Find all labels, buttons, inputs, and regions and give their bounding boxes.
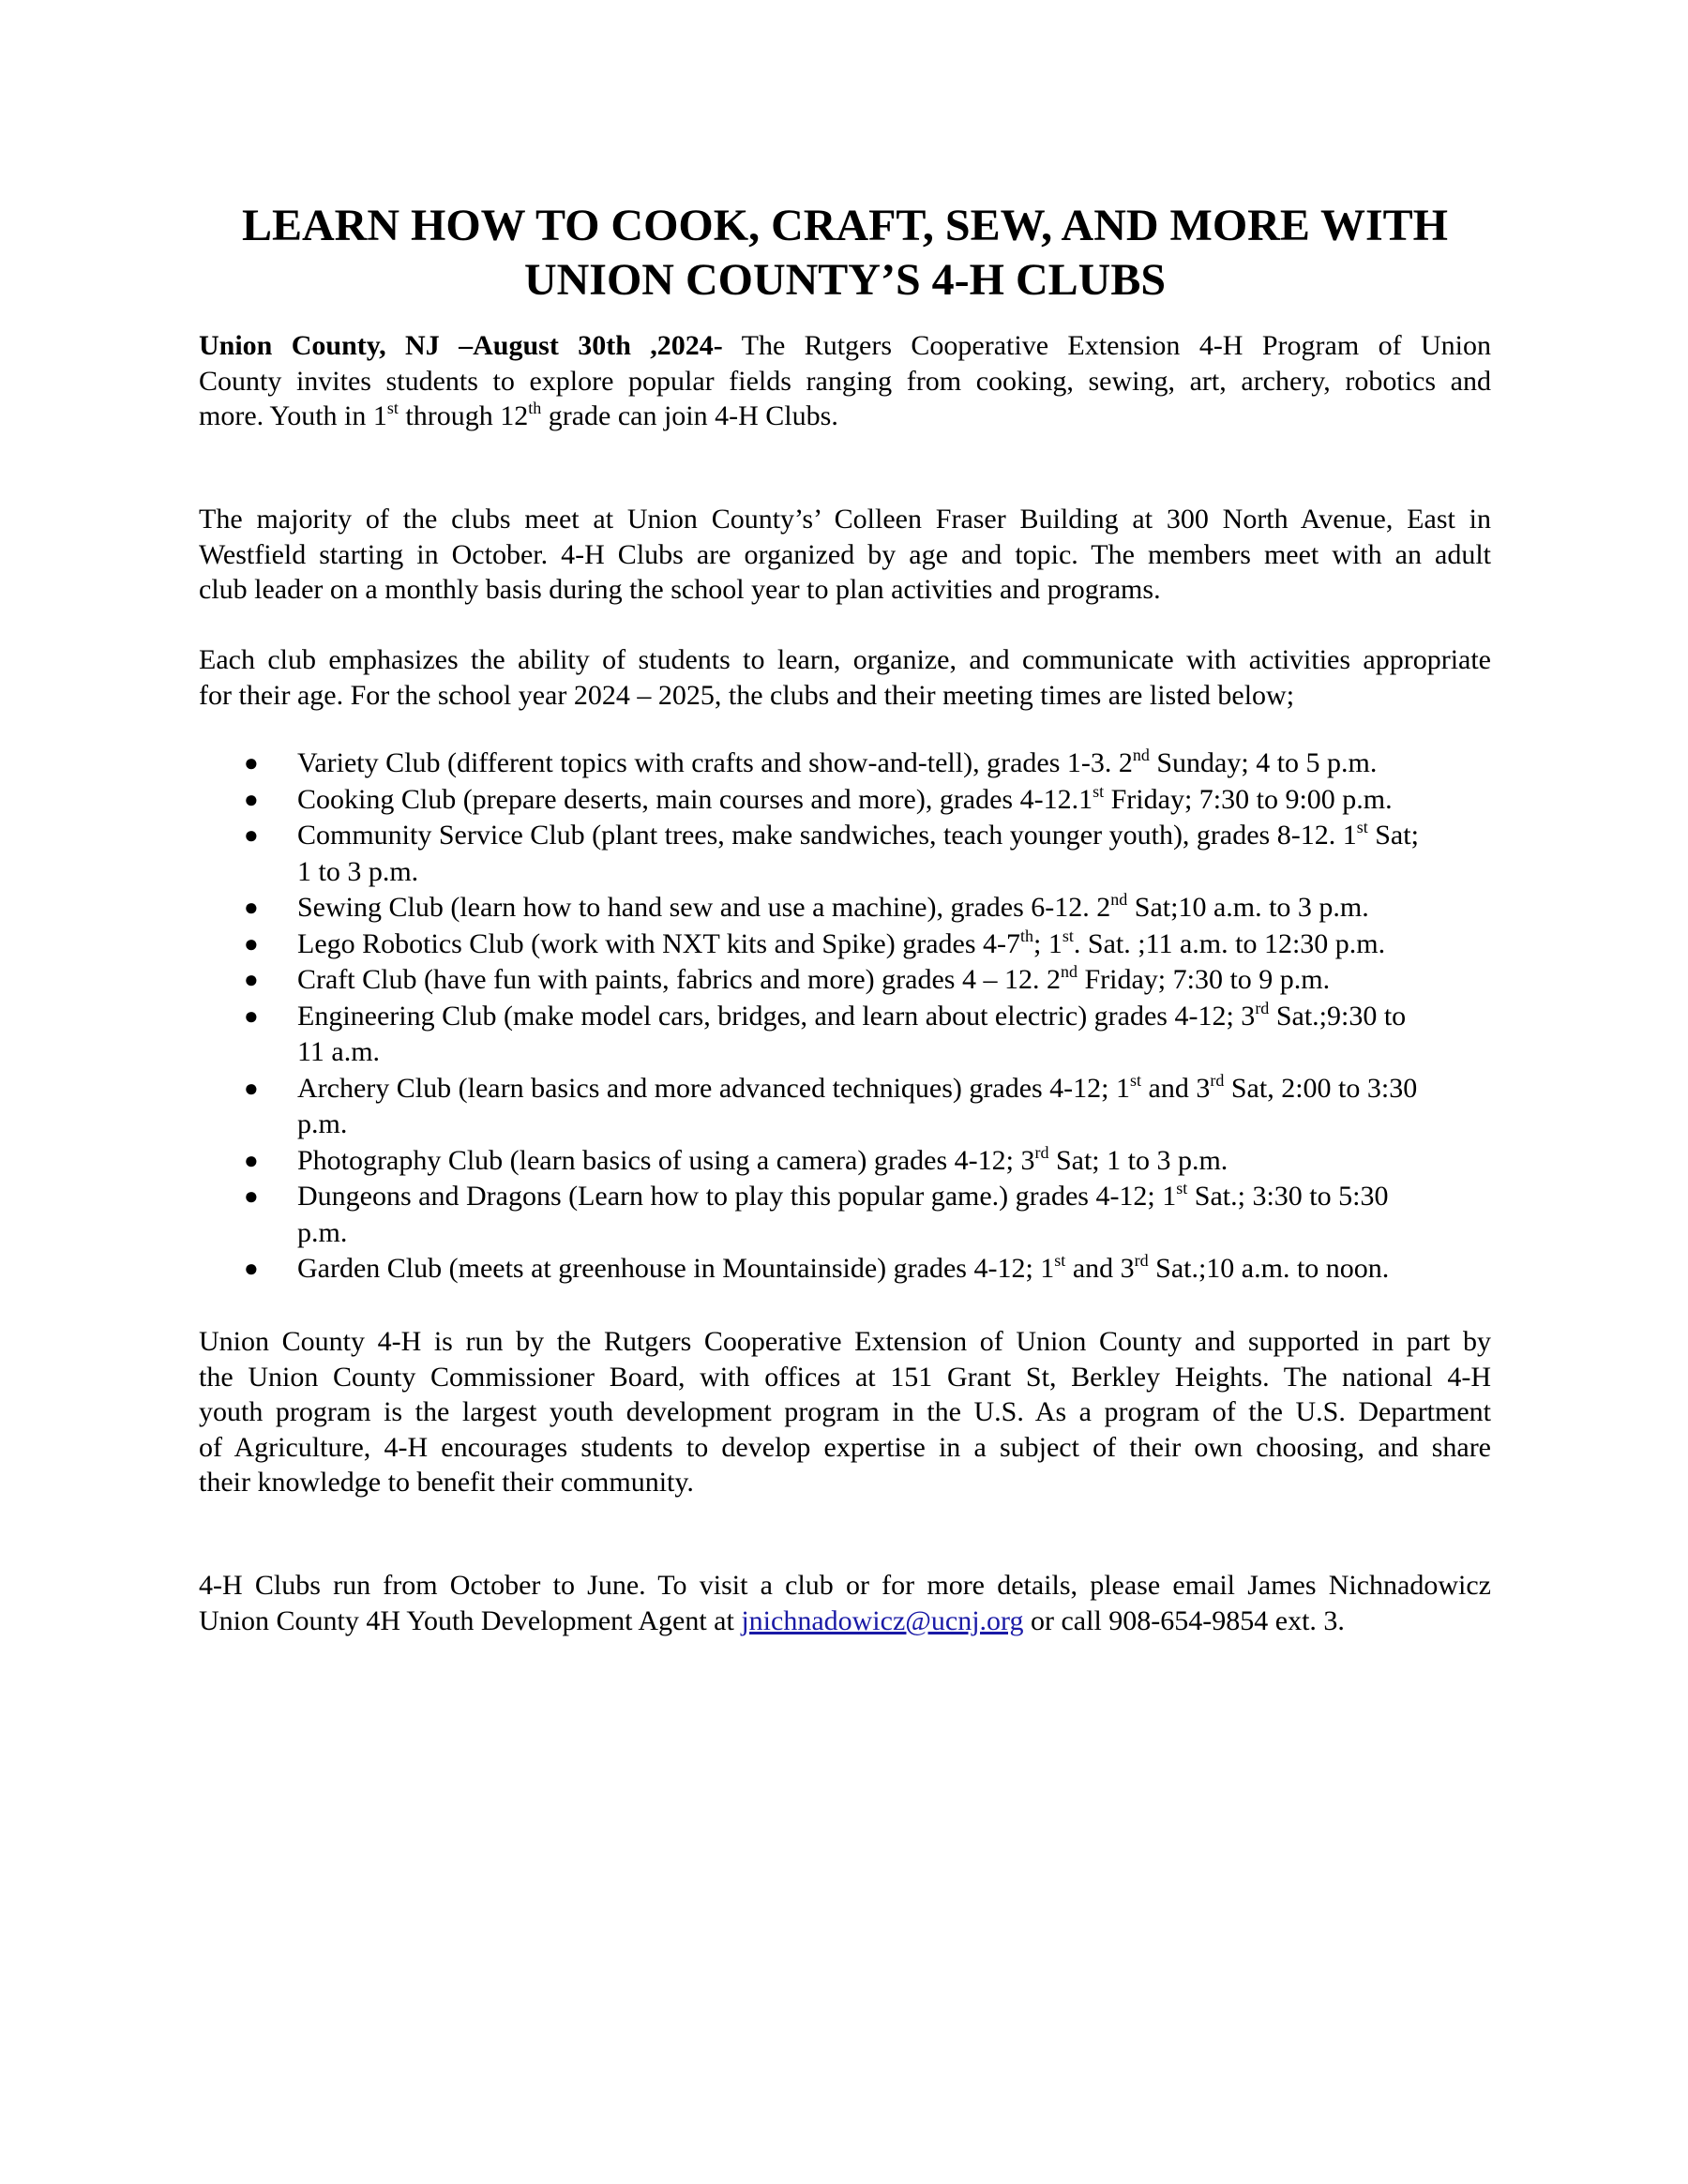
para4-line-3: youth program is the largest youth development program in the U.S. As a program of the U.S. Department bbox=[199, 1396, 1491, 1427]
list-item: ● Photography Club (learn basics of using a camera) grades 4-12; 3rd Sat; 1 to 3 p.m. bbox=[199, 1143, 1491, 1180]
page-title bbox=[199, 199, 1491, 308]
list-item: ● Dungeons and Dragons (Learn how to play this popular game.) grades 4-12; 1st Sat.; 3:30 to 5:30 p.m. bbox=[244, 1179, 1389, 1248]
intro-line-2: County invites students to explore popular fields ranging from cooking, sewing, art, archery, robotics and bbox=[199, 365, 1491, 397]
list-item: ● Variety Club (different topics with crafts and show-and-tell), grades 1-3. 2nd Sunday; 4 to 5 p.m. bbox=[199, 746, 1491, 782]
clubs-intro-paragraph bbox=[199, 642, 1491, 713]
title-line-1: LEARN HOW TO COOK, CRAFT, SEW, AND MORE WITH bbox=[241, 201, 1448, 250]
para4-line-1: Union County 4-H is run by the Rutgers Cooperative Extension of Union County and supported in part by bbox=[199, 1326, 1491, 1357]
para2-line-3: club leader on a monthly basis during the school year to plan activities and programs. bbox=[199, 574, 1161, 605]
list-item: ● Community Service Club (plant trees, make sandwiches, teach younger youth), grades 8-12. 1st Sat; 1 to 3 p.m. bbox=[244, 818, 1419, 887]
dateline: Union County, NJ –August 30th ,2024- bbox=[199, 330, 723, 361]
list-item: ● Craft Club (have fun with paints, fabrics and more) grades 4 – 12. 2nd Friday; 7:30 to 9 p.m. bbox=[199, 962, 1491, 999]
intro-line-1: Union County, NJ –August 30th ,2024- The Rutgers Cooperative Extension 4-H Program of Union bbox=[199, 330, 1491, 361]
bullet-icon: ● bbox=[244, 1255, 259, 1282]
clubs-list bbox=[199, 746, 1491, 1288]
para2-line-1: The majority of the clubs meet at Union County’s’ Colleen Fraser Building at 300 North Avenue, East in bbox=[199, 504, 1491, 535]
para3-line-1: Each club emphasizes the ability of students to learn, organize, and communicate with activities appropriate bbox=[199, 644, 1491, 675]
para3-line-2: for their age. For the school year 2024 – 2025, the clubs and their meeting times are listed below; bbox=[199, 679, 1295, 711]
clubs-location-paragraph bbox=[199, 502, 1491, 608]
email-link[interactable]: jnichnadowicz@ucnj.org bbox=[741, 1604, 1024, 1636]
intro-paragraph bbox=[199, 328, 1491, 434]
bullet-icon: ● bbox=[244, 785, 259, 813]
list-item: ● Lego Robotics Club (work with NXT kits and Spike) grades 4-7th; 1st. Sat. ;11 a.m. to 12:30 p.m. bbox=[199, 926, 1491, 963]
bullet-icon: ● bbox=[244, 966, 259, 993]
para5-line-2: Union County 4H Youth Development Agent at jnichnadowicz@ucnj.org or call 908-654-9854 ext. 3. bbox=[199, 1604, 1345, 1636]
list-item: ● Cooking Club (prepare deserts, main courses and more), grades 4-12.1st Friday; 7:30 to 9:00 p.m. bbox=[199, 782, 1491, 819]
bullet-icon: ● bbox=[244, 1074, 259, 1102]
list-item: ● Archery Club (learn basics and more advanced techniques) grades 4-12; 1st and 3rd Sat, 2:00 to 3:30 p.m. bbox=[244, 1070, 1418, 1139]
para5-line-1: 4-H Clubs run from October to June. To visit a club or for more details, please email James Nichnadowicz bbox=[199, 1570, 1491, 1601]
bullet-icon: ● bbox=[244, 929, 259, 957]
list-item: ● Sewing Club (learn how to hand sew and use a machine), grades 6-12. 2nd Sat;10 a.m. to 3 p.m. bbox=[199, 890, 1491, 926]
bullet-icon: ● bbox=[244, 1182, 259, 1210]
bullet-icon: ● bbox=[244, 894, 259, 921]
bullet-icon: ● bbox=[244, 749, 259, 776]
para2-line-2: Westfield starting in October. 4-H Clubs are organized by age and topic. The members meet with an adult bbox=[199, 538, 1491, 570]
contact-paragraph bbox=[199, 1568, 1491, 1638]
program-info-paragraph bbox=[199, 1324, 1491, 1500]
title-line-2: UNION COUNTY’S 4-H CLUBS bbox=[523, 255, 1167, 305]
intro-line-3: more. Youth in 1st through 12th grade can join 4-H Clubs. bbox=[199, 399, 838, 431]
list-item: ● Engineering Club (make model cars, bridges, and learn about electric) grades 4-12; 3rd Sat.;9:30 to 11 a.m. bbox=[244, 998, 1407, 1067]
para4-line-4: of Agriculture, 4-H encourages students to develop expertise in a subject of their own choosing, and share bbox=[199, 1431, 1491, 1463]
bullet-icon: ● bbox=[244, 821, 259, 849]
bullet-icon: ● bbox=[244, 1146, 259, 1174]
para4-line-2: the Union County Commissioner Board, with offices at 151 Grant St, Berkley Heights. The national 4-H bbox=[199, 1361, 1491, 1393]
list-item: ● Garden Club (meets at greenhouse in Mountainside) grades 4-12; 1st and 3rd Sat.;10 a.m. to noon. bbox=[199, 1251, 1491, 1288]
bullet-icon: ● bbox=[244, 1002, 259, 1030]
para4-line-5: their knowledge to benefit their community. bbox=[199, 1467, 694, 1498]
